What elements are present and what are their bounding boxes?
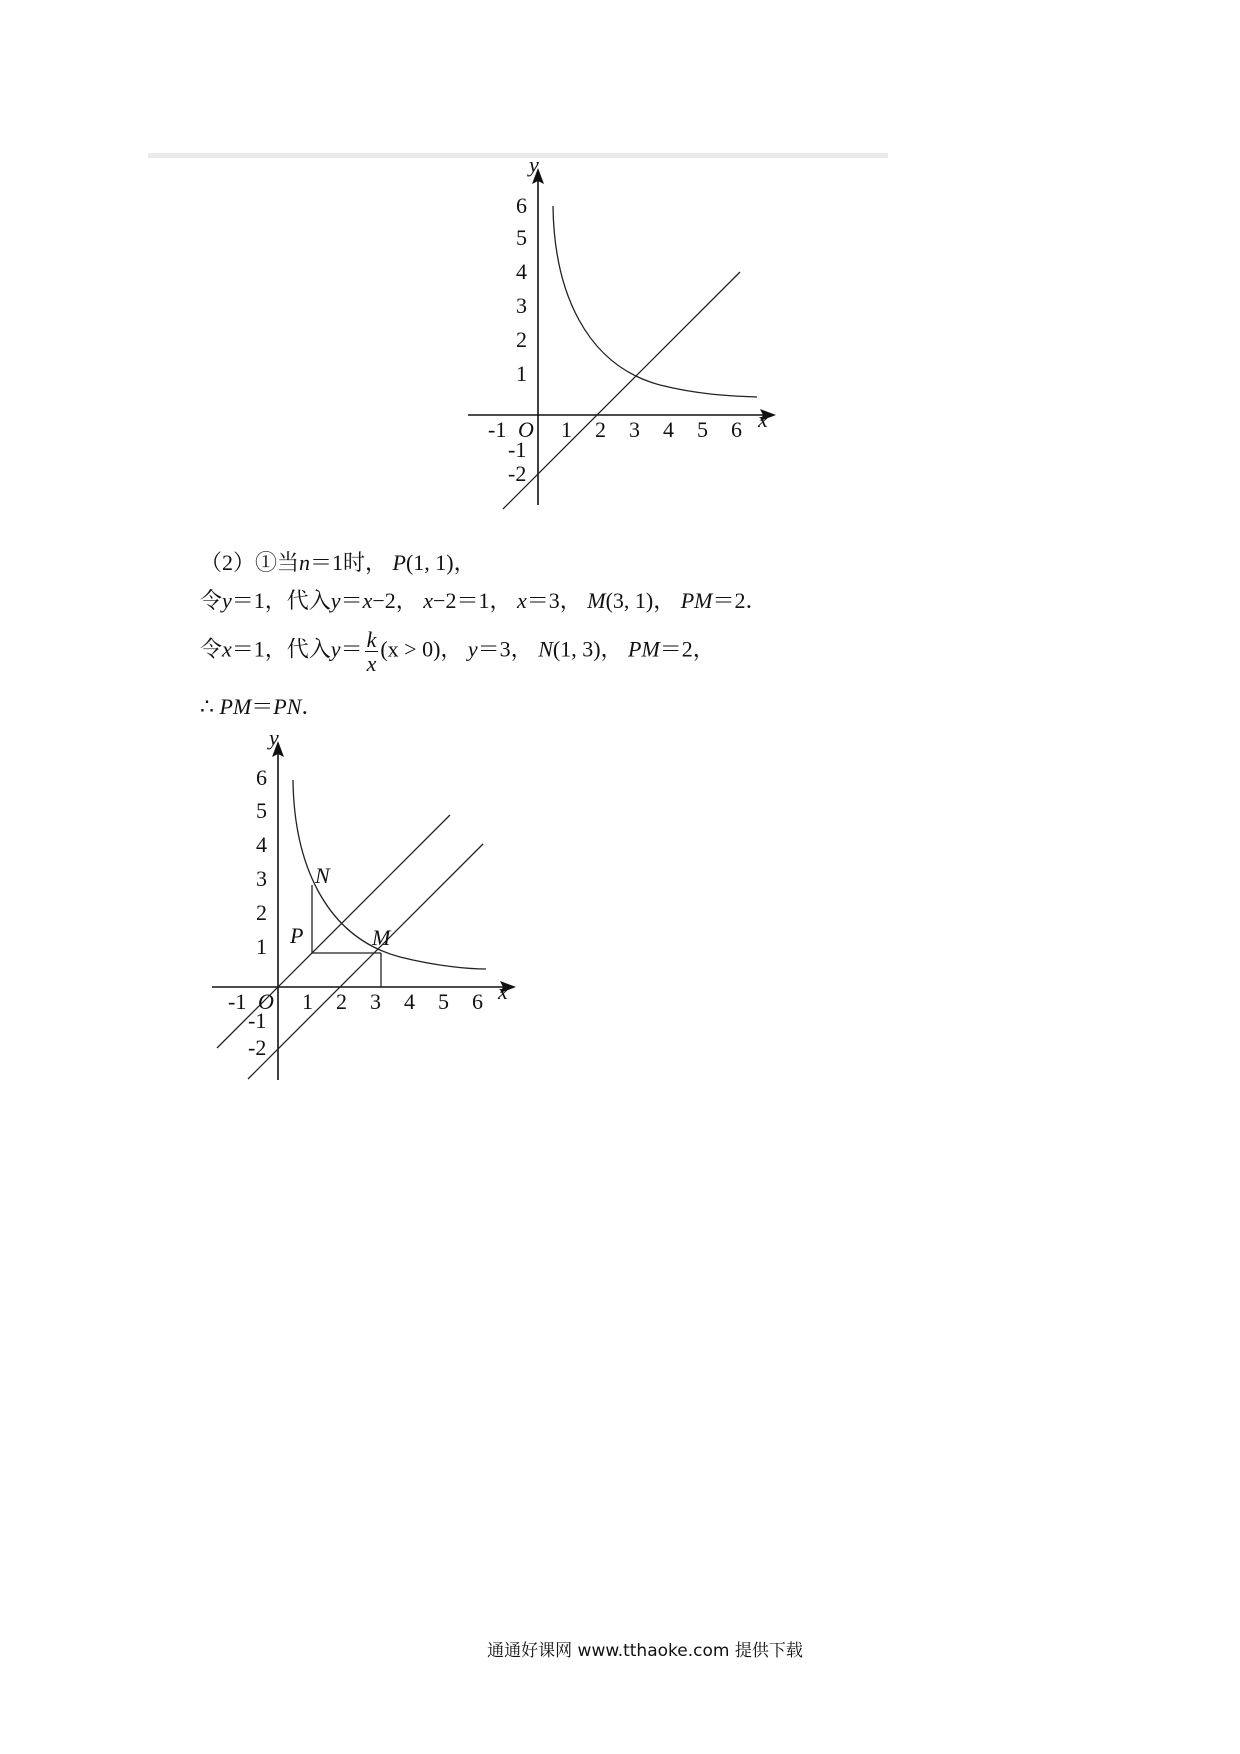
var-y: y <box>330 636 341 662</box>
y-tick-label: 3 <box>256 866 267 891</box>
var-y: y <box>330 588 341 613</box>
text-segment: ＝ <box>340 588 363 613</box>
text-segment: −2， <box>372 588 418 613</box>
graph-hyperbola-line <box>460 150 780 520</box>
var-y: y <box>222 588 232 613</box>
point-label-N: N <box>315 863 330 888</box>
y-tick-label: 4 <box>516 259 527 284</box>
solution-line-3 <box>200 628 715 675</box>
x-tick-label: 1 <box>561 417 572 442</box>
var-x: x <box>362 588 373 613</box>
solution-line-2 <box>200 590 768 612</box>
var-y: y <box>467 636 478 662</box>
therefore-symbol: ∴ <box>200 694 214 719</box>
fraction-denominator: x <box>366 651 377 677</box>
text-segment: ＝ <box>251 694 274 719</box>
y-axis-label: y <box>529 152 539 177</box>
y-tick-label: 5 <box>516 225 527 250</box>
var-PN: PN <box>273 694 302 719</box>
fraction-numerator: k <box>366 627 377 652</box>
text-segment: ＝2， <box>659 636 715 662</box>
fraction-k-over-x <box>365 628 379 675</box>
text-segment: 令 <box>200 588 223 613</box>
x-tick-label: -1 <box>488 417 507 442</box>
line-y-equals-x-minus-2 <box>248 844 483 1079</box>
y-tick-label: -2 <box>248 1035 267 1060</box>
y-tick-label: -2 <box>508 461 527 486</box>
origin-label: O <box>518 417 534 442</box>
var-x: x <box>423 588 434 613</box>
y-tick-label: 6 <box>256 765 267 790</box>
var-PM: PM <box>219 694 252 719</box>
y-tick-label: 4 <box>256 832 267 857</box>
text-segment: ＝ <box>340 636 363 662</box>
x-tick-label: 4 <box>404 989 415 1014</box>
var-N: N <box>538 636 553 662</box>
x-axis-label: x <box>758 407 768 432</box>
text-segment: (x > 0)， <box>380 636 463 662</box>
x-tick-label: 6 <box>731 417 742 442</box>
x-tick-label: 3 <box>629 417 640 442</box>
var-PM: PM <box>680 588 713 613</box>
var-M: M <box>587 588 606 613</box>
text-segment: ＝1，代入 <box>231 636 331 662</box>
y-tick-label: 5 <box>256 798 267 823</box>
var-x: x <box>516 588 527 613</box>
x-tick-label: 3 <box>370 989 381 1014</box>
y-axis-label: y <box>269 725 279 750</box>
footer-source: 通通好课网 www.tthaoke.com 提供下载 <box>487 1641 803 1661</box>
var-x: x <box>222 636 232 662</box>
y-tick-label: 1 <box>256 934 267 959</box>
text-segment: 令 <box>200 636 223 662</box>
y-tick-label: 1 <box>516 361 527 386</box>
text-segment: ＝2． <box>712 588 768 613</box>
y-tick-label: 3 <box>516 293 527 318</box>
y-tick-label: -1 <box>508 437 527 462</box>
text-segment: (1, 3)， <box>552 636 623 662</box>
graph-hyperbola-two-lines <box>200 725 520 1095</box>
x-axis-label: x <box>498 979 508 1004</box>
var-P: P <box>392 550 406 575</box>
point-label-M: M <box>372 925 391 950</box>
text-segment: −2＝1， <box>433 588 512 613</box>
y-tick-label: 2 <box>516 327 527 352</box>
hyperbola-curve <box>553 206 757 397</box>
solution-line-4 <box>200 696 323 718</box>
text-segment: (1, 1)， <box>405 550 476 575</box>
text-segment: ＝1，代入 <box>231 588 331 613</box>
y-tick-label: -1 <box>248 1008 267 1033</box>
origin-label: O <box>258 989 274 1014</box>
x-tick-label: 1 <box>302 989 313 1014</box>
text-segment: ＝3， <box>526 588 582 613</box>
text-segment: (3, 1)， <box>605 588 676 613</box>
text-segment: ． <box>301 694 324 719</box>
x-tick-label: 2 <box>595 417 606 442</box>
y-tick-label: 6 <box>516 193 527 218</box>
x-tick-label: 4 <box>663 417 674 442</box>
x-tick-label: 5 <box>697 417 708 442</box>
x-tick-label: 6 <box>472 989 483 1014</box>
y-tick-label: 2 <box>256 900 267 925</box>
part-label: （2）①当 <box>200 550 300 575</box>
text-segment: ＝3， <box>477 636 533 662</box>
text-segment: ＝1时， <box>310 550 388 575</box>
x-tick-label: 5 <box>438 989 449 1014</box>
var-n: n <box>299 550 311 575</box>
var-PM: PM <box>628 636 660 662</box>
x-tick-label: 2 <box>336 989 347 1014</box>
point-label-P: P <box>290 923 304 948</box>
x-tick-label: -1 <box>228 989 247 1014</box>
solution-line-1 <box>200 552 476 574</box>
